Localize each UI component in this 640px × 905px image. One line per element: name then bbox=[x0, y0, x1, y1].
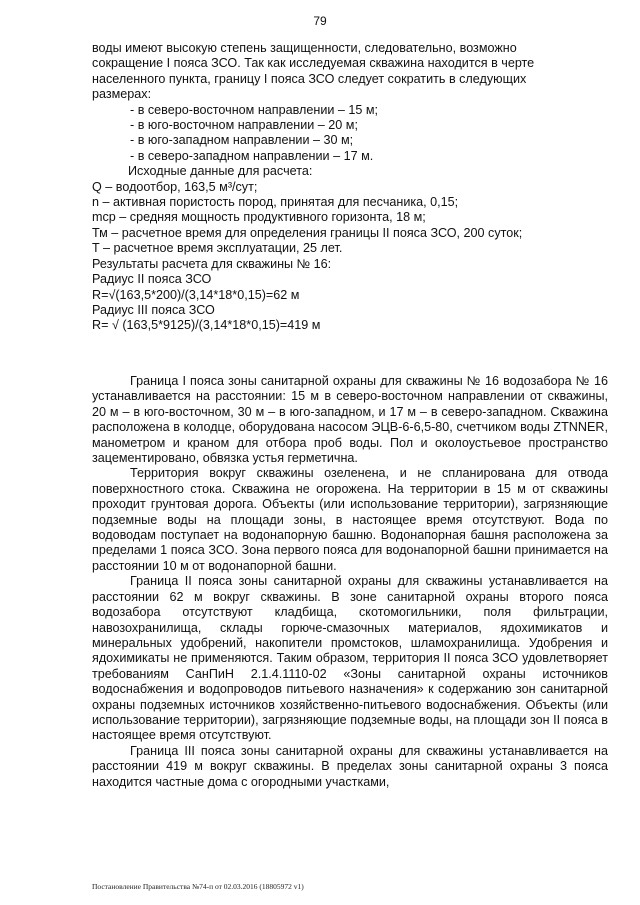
size-list-item: - в северо-восточном направлении – 15 м; bbox=[130, 102, 379, 117]
source-line: Q – водоотбор, 163,5 м³/сут; bbox=[92, 179, 258, 194]
source-heading: Исходные данные для расчета: bbox=[128, 164, 313, 179]
source-line: Тм – расчетное время для определения границы II пояса ЗСО, 200 суток; bbox=[92, 225, 523, 240]
radius3-formula: R= √ (163,5*9125)/(3,14*18*0,15)=419 м bbox=[92, 318, 321, 333]
calculation-section bbox=[92, 41, 608, 338]
size-list-item: - в юго-восточном направлении – 20 м; bbox=[130, 118, 358, 133]
zone1-paragraph: Граница I пояса зоны санитарной охраны для скважины № 16 водозабора № 16 устанавливается на расстоянии: 15 м в северо-восточном направлении от скважины, 20 м – в юго-восточном, 30 м – в юго-западном, и 17 м – в северо-западном. Скважина расположена в колодце, оборудована насосом ЭЦВ-6-6,5-80, счетчиком воды ZTNNER, манометром и краном для отбора проб воды. Пол и околоустьевое пространство зацементировано, обвязка устья герметична. bbox=[92, 374, 608, 466]
source-line: n – активная пористость пород, принятая для песчаника, 0,15; bbox=[92, 195, 459, 210]
source-line: T – расчетное время эксплуатации, 25 лет. bbox=[92, 241, 343, 256]
intro-line: размерах: bbox=[92, 87, 152, 102]
radius3-label: Радиус III пояса ЗСО bbox=[92, 302, 215, 317]
zone2-paragraph: Граница II пояса зоны санитарной охраны для скважины устанавливается на расстоянии 62 м вокруг скважины. В зоне санитарной охраны второго пояса водозабора отсутствуют кладбища, скотомогильники, поля фильтрации, навозохранилища, склады горюче-смазочных материалов, ядохимикатов и минеральных удобрений, накопители промстоков, шламохранилища. Удобрения и ядохимикаты не применяются. Таким образом, территория II пояса ЗСО удовлетворяет требованиям СанПиН 2.1.4.1110-02 «Зоны санитарной охраны источников водоснабжения и водопроводов питьевого назначения» к содержанию зон санитарной охраны подземных источников хозяйственно-питьевого водоснабжения. Объекты (или использование территории), загрязняющие подземные воды, на площади зон II пояса в настоящее время отсутствуют. bbox=[92, 574, 608, 743]
source-line: mcp – средняя мощность продуктивного горизонта, 18 м; bbox=[92, 210, 426, 225]
page-number: 79 bbox=[313, 14, 327, 28]
results-heading: Результаты расчета для скважины № 16: bbox=[92, 256, 332, 271]
size-list-item: - в северо-западном направлении – 17 м. bbox=[130, 148, 374, 163]
radius2-formula: R=√(163,5*200)/(3,14*18*0,15)=62 м bbox=[92, 287, 300, 302]
intro-line: воды имеют высокую степень защищенности, следовательно, возможно bbox=[92, 41, 517, 55]
zones-section bbox=[92, 374, 608, 790]
document-body bbox=[92, 41, 608, 790]
zone3-paragraph: Граница III пояса зоны санитарной охраны для скважины устанавливается на расстоянии 419 м вокруг скважины. В пределах зоны санитарной охраны 3 пояса находится частные дома с огородными участками, bbox=[92, 743, 608, 789]
footer-note: Постановление Правительства №74-п от 02.03.2016 (18805972 v1) bbox=[92, 882, 304, 891]
size-list-item: - в юго-западном направлении – 30 м; bbox=[130, 133, 354, 148]
radius2-label: Радиус II пояса ЗСО bbox=[92, 272, 212, 287]
territory-paragraph: Территория вокруг скважины озеленена, и не спланирована для отвода поверхностного стока. Скважина не огорожена. На территории в 15 м от скважины проходит грунтовая дорога. Объекты (или использование территории), загрязняющие подземные воды на площади зоны, в настоящее время отсутствуют. Вода по водоводам поступает на водонапорную башню. Водонапорная башня расположена за пределами 1 пояса ЗСО. Зона первого пояса для водонапорной башни принимается на расстоянии 10 м от водонапорной башни. bbox=[92, 466, 608, 573]
intro-line: населенного пункта, границу I пояса ЗСО следует сократить в следующих bbox=[92, 71, 527, 86]
intro-line: сокращение I пояса ЗСО. Так как исследуемая скважина находится в черте bbox=[92, 56, 535, 71]
